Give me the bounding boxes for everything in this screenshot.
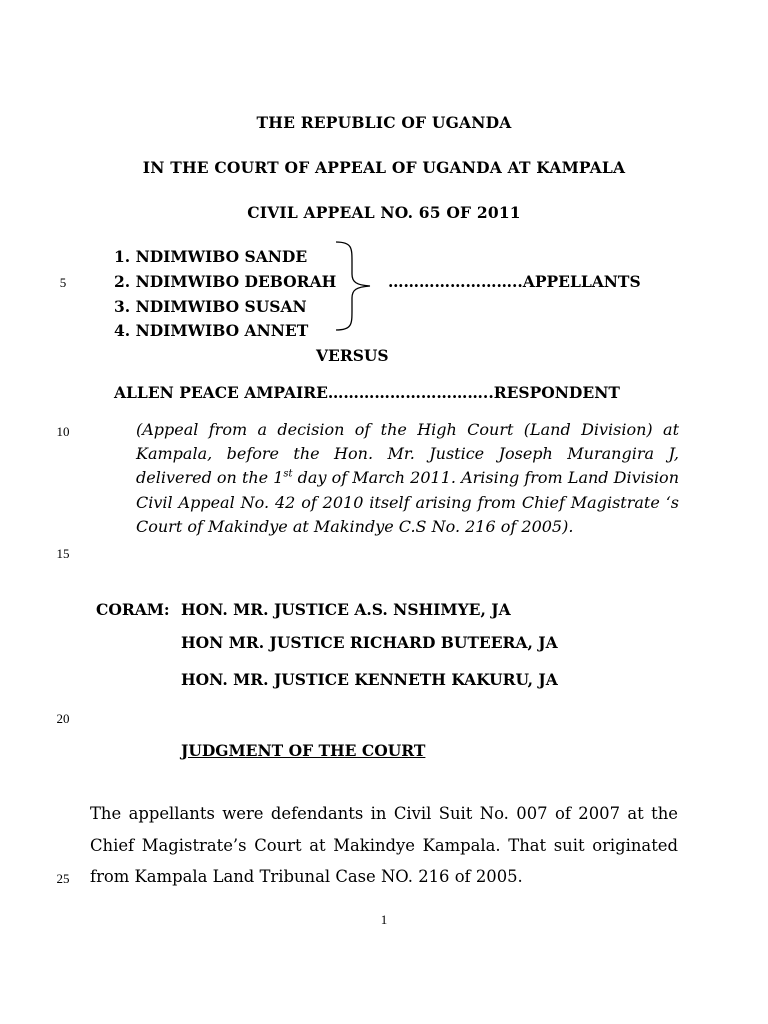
republic-heading: THE REPUBLIC OF UGANDA	[256, 113, 512, 132]
line-number-20: 20	[56, 711, 70, 726]
versus-label: VERSUS	[316, 346, 389, 365]
appeal-note-superscript: st	[283, 469, 293, 481]
appellants-label: ……………………..APPELLANTS	[388, 272, 641, 291]
judgment-title: JUDGMENT OF THE COURT	[181, 741, 426, 760]
coram-judge-3: HON. MR. JUSTICE KENNETH KAKURU, JA	[181, 670, 558, 689]
body-text: The appellants were defendants in Civil Suit No. 007 of 2007 at the Chief Magistrate’s Court at Makindye Kampala. That suit originated from Kampala Land Tribunal Case NO. 216 of 2005.	[90, 804, 678, 886]
coram-judge-1: HON. MR. JUSTICE A.S. NSHIMYE, JA	[181, 600, 511, 619]
brace-icon	[328, 240, 378, 332]
court-heading: IN THE COURT OF APPEAL OF UGANDA AT KAMPALA	[142, 158, 626, 177]
case-number: CIVIL APPEAL NO. 65 OF 2011	[247, 203, 521, 222]
appellant-2: 2. NDIMWIBO DEBORAH	[114, 272, 337, 291]
line-number-5: 5	[59, 275, 67, 290]
appeal-note-text-1: (Appeal from a decision of the High Court (Land Division) at Kampala, before the Hon. Mr. Justice Joseph Murangira J, delivered on the 1	[136, 420, 679, 488]
appeal-note	[136, 418, 679, 539]
line-number-10: 10	[56, 424, 70, 439]
appeal-note-text-2: day of March 2011. Arising from Land Division Civil Appeal No. 42 of 2010 itself arising from Chief Magistrate ‘s Court of Makindye at Makindye C.S No. 216 of 2005).	[136, 468, 679, 536]
line-number-15: 15	[56, 546, 70, 561]
body-paragraph	[90, 798, 678, 893]
coram-judge-2: HON MR. JUSTICE RICHARD BUTEERA, JA	[181, 633, 558, 652]
appellant-3: 3. NDIMWIBO SUSAN	[114, 297, 307, 316]
respondent-line: ALLEN PEACE AMPAIRE…………………………..RESPONDENT	[114, 383, 620, 402]
line-number-25: 25	[56, 871, 70, 886]
appellant-4: 4. NDIMWIBO ANNET	[114, 321, 309, 340]
appellant-1: 1. NDIMWIBO SANDE	[114, 247, 308, 266]
coram-label: CORAM:	[96, 600, 170, 619]
page-number: 1	[380, 912, 388, 927]
